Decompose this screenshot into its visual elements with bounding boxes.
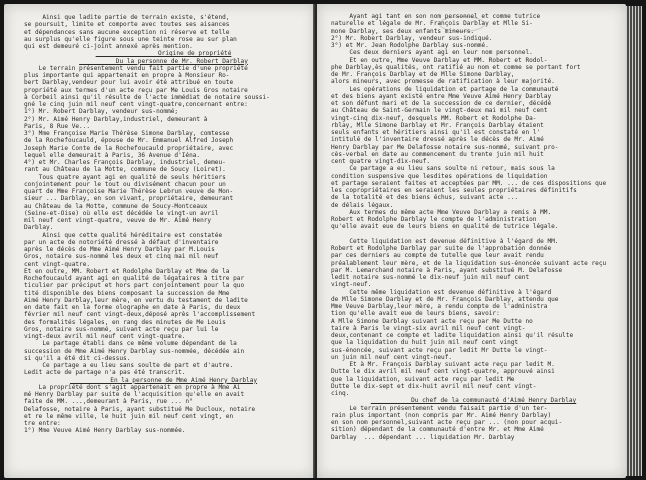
left-page [4,4,315,478]
text-line: Cette même liquidation est devenue définitive à l'égard [331,288,552,296]
text-line: quart de Mme Françoise Marie Thérèse Lebrun veuve de Mon- [24,188,234,195]
text-line: propriété aux termes d'un acte reçu par Me Louis Gros notaire [24,86,248,94]
text-line: 2°) Mr. Robert Darblay, vendeur sus-indiqué. [331,34,493,42]
text-line: phe Darblay,ès qualités, ont ratifié au nom et comme se portant fort [331,63,581,71]
text-line: de la Rochefoucauld, épouse de Mr. Emmanuel Alfred Joseph [24,137,234,145]
text-line: de la totalité et des biens échus, suivant acte ... [331,194,519,202]
text-line: 3°) et Mr. Jean Rodolphe Darblay sus-nommé. [331,42,489,49]
text-line: rain plus important (non compris par Mr. Aimé Henry Darblay) [331,411,552,419]
text-line: La propriété dont s'agit appartenait en propre à Mme Ai [24,383,241,391]
text-line: par un acte de notoriété dressé à défaut d'inventaire [24,238,219,246]
text-line: cent quatre vingt-dix-neuf. [331,158,431,165]
text-line: Du chef de la communauté d'Aimé Henry Darblay [370,397,577,405]
text-line: qu'elle avait eue de leurs biens en qualité de tutrice légale. [331,223,559,231]
text-line: et re le même ville, le huit juin mil neuf cent vingt, en [24,412,234,420]
text-line: bert Darblay,vendeur pour lui avoir été attribué en toute [24,79,234,87]
text-line: après le décès de Mme Aimé Henry Darblay par M.Louis [24,246,215,253]
text-line: Dutte le dix avril mil neuf cent vingt-quatre, approuvé ainsi [331,368,555,376]
text-line: mone Darblay, ses deux enfants mineurs. [331,27,475,35]
text-line: plus importante qui appartenait en propre à Monsieur Ro- [24,72,230,79]
text-line: que la liquidation, suivant acte reçu par ledit Me [331,375,515,383]
text-line: Ainsi que cette qualité héréditaire est constatée [24,231,223,239]
text-line: Dutte le dix-sept et dix-huit avril mil neuf cent vingt- [331,382,537,390]
text-line: A Mlle Simone Darblay suivant acte reçu par Me Dutte no [331,317,533,325]
text-line: cent vingt-quatre. [24,260,91,268]
text-line: faite de MM. ...,demeurant à Paris, rue ... n° [24,398,193,406]
text-line: et partage seraient faites et acceptées par MM. ... de ces dispositions que [331,179,607,187]
text-line: Mme Veuve Darblay,leur mère, a rendu compte de l'administra [331,303,548,310]
text-line: Et en outre, MM. Robert et Rodolphe Darblay et Mme de la [24,267,230,275]
text-line: vingt-deux avril mil neuf cent vingt-quatre. [24,333,186,340]
text-line: tité disponible des biens composant la succession de Mme [24,289,230,297]
text-line: Tous quatre ayant agi en qualité de seuls héritiers [24,173,226,181]
text-line: (Seine-et-Oise) où elle est décédée le vingt-un avril [24,209,219,217]
text-line: taire à Paris le vingt-six avril mil neuf cent vingt- [331,324,526,332]
text-line: condition suspensive que lesdites opérations de liquidation [331,172,548,180]
text-line: Origine de propriété [95,50,232,58]
text-line: Henry Darblay par Me Delafosse notaire sus-nommé, suivant pro- [331,143,559,151]
text-line: ledit notaire sus-nommé le dix-neuf juin mil neuf cent [331,274,530,281]
text-line: et dépendances sans aucune exception ni réserve et telle [24,28,230,36]
text-line: un juin mil neuf cent vingt-neuf. [331,353,453,361]
text-line: Le terrain présentement vendu fait partie d'une propriété [24,64,248,72]
text-line: en son nom personnel,suivant acte reçu par ... (non pour acqui- [331,419,563,426]
text-line: naturelle et légale de Mr. François Darblay et Mlle Si- [331,20,533,28]
text-line: ticulier par préciput et hors part conjointement pour la quo [24,282,245,290]
text-line: des formalités légales, en rang des minutes de Me Louis [24,318,226,326]
text-line: 2°) Mr. Aimé Henry Darblay,industriel, demeurant à [24,115,208,123]
text-line: par M. Lemarchand notaire à Paris, ayant substitué M. Delafosse [331,266,563,274]
text-line: rant au Château de la Motte, commune de Soucy (Loiret). [24,166,226,174]
text-line: Et en outre, Mme Veuve Darblay et MM. Robert et Rodol- [331,56,548,64]
text-line: Cette liquidation est devenue définitive à l'égard de MM. [331,237,559,245]
text-line: 1°) Mme Veuve Aimé Henry Darblay sus-nommée. [24,427,186,435]
text-line: par ces derniers au compte de tutelle que leur avait rendu [331,252,544,260]
text-line: sus-énoncée, suivant acte reçu par ledit Mr Dutte le vingt- [331,346,548,354]
text-line: mé Henry Darblay par suite de l'acquisition qu'elle en avait [24,391,245,398]
text-line: En la personne de Mme Aimé Henry Darblay [69,376,258,384]
text-line: cinq. [331,390,350,397]
text-line: gné le cinq juin mil neuf cent vingt-quatre,concernant entre: [24,101,248,108]
text-line: Rochefoucauld ayant agi en qualité de légataires à titre par [24,275,245,282]
text-line [331,231,616,238]
text-line: Ayant agi tant en son nom personnel et comme tutrice [331,13,541,20]
text-line: Ce partage a eu lieu sans soulte de part et d'autre. [24,362,234,369]
text-line: qui est demeuré ci-joint annexé après mention. [24,43,193,50]
text-line: intitulé de l'inventaire dressé après le décès de Mr. Aimé [331,136,544,144]
text-line: Delafosse, notaire à Paris, ayant substitué Me Ducloux, notaire [24,405,256,413]
text-line: succession de Mme Aimé Henry Darblay sus-nommée, décédée ain [24,347,245,355]
text-line: Robert et Rodolphe Darblay par suite de l'approbation donnée [331,245,552,252]
text-line: préalablement leur mère, et de la liquidation sus-énoncée suivant acte reçu [331,259,607,267]
text-line: rblay, Mlle Simone Darblay et Mr. François Darblay étaient [331,121,544,129]
text-line: de Mr. François Darblay et de Mlle Simone Darblay, [331,71,519,78]
right-page [317,4,626,478]
text-line: deux,contenant ce compte et ladite liquidation ainsi qu'il résulte [331,332,574,339]
right-page-text [331,13,616,441]
page-edges [626,6,642,476]
text-line: tre entre: [24,420,61,427]
text-line: mil neuf cent vingt-quatre, veuve de Mr. Aimé Henry [24,217,212,224]
text-line: 1°) Mr. Robert Darblay, vendeur sus-nommé; [24,108,179,116]
text-line: Du la personne de Mr. Robert Darblay [79,57,248,65]
text-line: Ces deux derniers ayant agi en leur nom personnel. [331,49,533,57]
text-line: février mil neuf cent vingt-deux,déposé après l'accomplissement [24,311,256,319]
text-line: les copropriétaires en seraient les seules propriétaires définitifs [331,187,577,194]
text-line: Darblay. [24,224,54,232]
text-line: et son défunt mari et de la succession de ce dernier, décédé [331,100,552,107]
text-line: Aux termes du même acte Mme Veuve Darblay a remis à MM. [331,208,552,216]
text-line: Robert et Rodolphe Darblay le compte de l'administration [331,216,537,223]
text-line: se poursuit, limite et comporte avec toutes ses aisances [24,21,230,29]
text-line: de délais légaux. [331,201,394,209]
text-line: Le partage établi dans ce même volume dépendant de la [24,340,237,348]
text-line: Gros, notaire sus-nommé, suivant acte reçu par lui le [24,325,219,333]
text-line: vingt-cinq dix-neuf, desquels MM. Robert et Rodolphe Da- [331,114,537,122]
text-line: Darblay ... dépendant ... liquidation Mr. Darblay [331,433,515,441]
text-line: Joseph Marie Conte de la Rochefoucauld propriétaire, avec [24,144,234,152]
text-line: sition) dépendant de la communauté d'entre Mr. et Mme Aimé [331,426,544,434]
text-line: au Château de la Motte, commune de Soucy-Montceaux [24,202,208,210]
text-line: 3°) Mme Françoise Marie Thérèse Simone Darblay, comtesse [24,130,230,137]
text-line: au Château de Saint-Germain le vingt-deux mai mil neuf cent [331,107,548,115]
text-line: que la liquidation du huit juin mil neuf cent vingt [331,339,519,347]
text-line: à Corbeil ainsi qu'il résulte de l'acte immédiat de notaire soussi- [24,93,270,101]
text-line: Le terrain présentement vendu faisait partie d'un ter- [331,404,548,412]
text-line: si qu'il a été dit ci-dessus. [24,354,131,362]
left-page-text [24,14,303,435]
text-line: Paris, 8 Rue Ve... [24,122,91,130]
text-line: vingt-neuf. [331,281,372,289]
text-line: de Mlle Simone Darblay et de Mr. François Darblay, attendu que [331,295,559,303]
text-line: lequel elle demeurait à Paris, 36 Avenue d'Iéna. [24,151,201,159]
text-line: sieur ... Darblay, en son vivant, propriétaire, demeurant [24,195,234,203]
text-line: Ledit acte de partage n'a pas été transcrit. [24,369,186,377]
text-line: Les opérations de liquidation et partage de la communauté [331,85,559,93]
text-line: tion qu'elle avait eue de leurs biens, savoir: [331,310,500,318]
text-line: alors mineurs, avec promesse de ratification à leur majorité. [331,78,555,86]
text-line: et des biens ayant existé entre Mme Veuve Aimé Henry Darblay [331,92,552,100]
text-line: Aimé Henry Darblay,leur mère, en vertu du testament de ladite [24,296,248,304]
text-line: Ce partage a eu lieu sans soulte ni retour, mais sous la [331,165,555,173]
text-line: Gros, notaire sus-nommé les deux et cinq mai mil neuf [24,253,219,261]
text-line: au surplus qu'elle figure sous une teinte rose au sur plan [24,35,237,43]
text-line: en date fait en la forme olographe en date à Paris, du deux [24,304,241,311]
text-line: Et à Mr. François Darblay suivant acte reçu par ledit M. [331,361,555,368]
text-line: seuls enfants et héritiers ainsi qu'il est constaté en l' [331,129,541,136]
text-line: 4°) et Mr. Charles François Darblay, industriel, demeu- [24,159,226,166]
text-line: Ainsi que ladite partie de terrain existe, s'étend, [24,14,230,21]
text-line: cès-verbal en date au commencement du trente juin mil huit [331,150,544,158]
text-line: conjointement pour le tout ou divisément chacun pour un [24,180,226,188]
